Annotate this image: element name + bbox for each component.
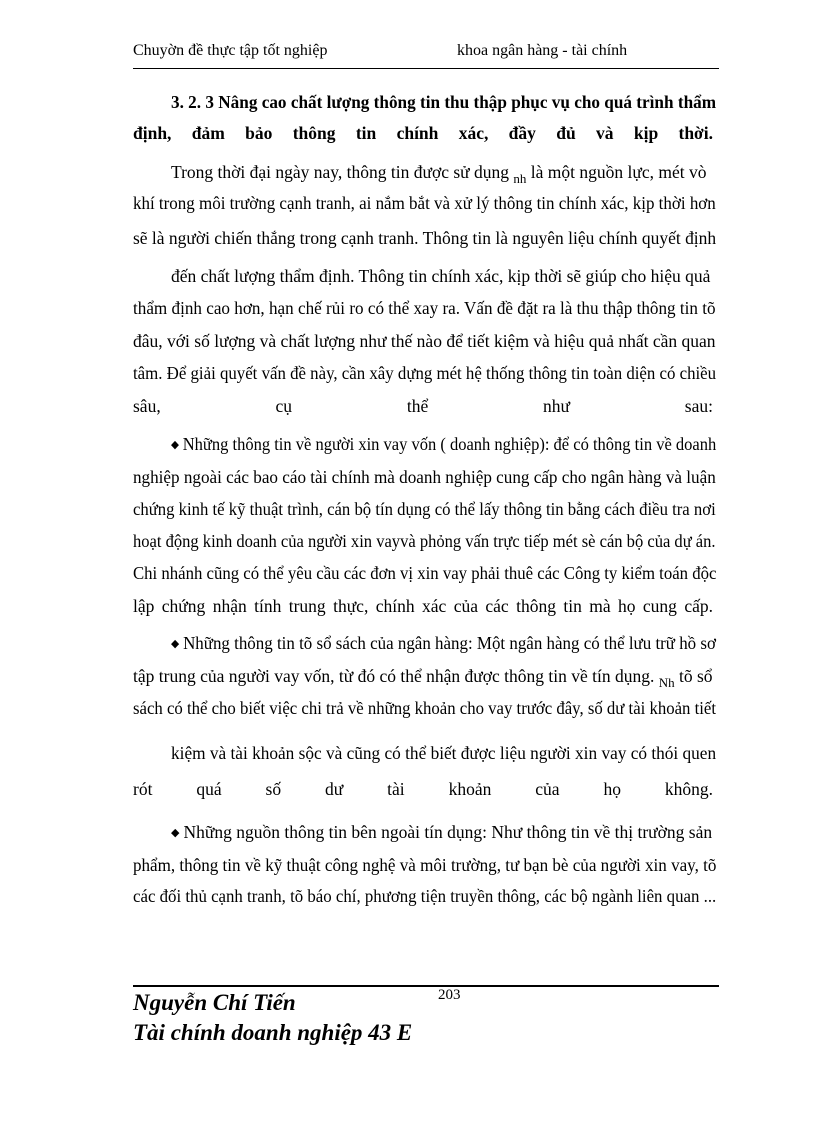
- para1-line-4: đến chất lượng thẩm định. Thông tin chính xác, kịp thời sẽ giúp cho hiệu quả: [171, 266, 711, 286]
- bullet2-line-2-text-b: tõ sổ: [678, 666, 713, 686]
- header-divider: [133, 68, 719, 69]
- bullet-diamond-icon: ◆: [171, 439, 179, 451]
- bullet2-line-1: [171, 633, 716, 654]
- bullet2-line-2-subscript: Nh: [658, 675, 675, 690]
- section-heading-line-1: 3. 2. 3 Nâng cao chất lượng thông tin thu thập phục vụ cho quá trình thẩm: [171, 92, 717, 112]
- bullet-diamond-icon: ◆: [171, 638, 180, 650]
- para1-line-1-subscript: nh: [513, 171, 527, 186]
- para1-line-3: sẽ là người chiến thắng trong cạnh tranh. Thông tin là nguyên liệu chính quyết định: [133, 228, 717, 248]
- footer-class: Tài chính doanh nghiệp 43 E: [133, 1020, 413, 1045]
- para1-line-1: [171, 162, 707, 187]
- bullet3-line-2: phẩm, thông tin về kỹ thuật công nghệ và môi trường, tư bạn bè của người xin vay, tõ: [133, 855, 717, 875]
- para1-line-5: thẩm định cao hơn, hạn chế rủi ro có thể xay ra. Vấn đề đặt ra là thu thập thông tin tõ: [133, 298, 716, 318]
- footer-divider: [133, 985, 719, 987]
- bullet2-line-4: kiệm và tài khoản sộc và cũng có thể biết được liệu người xin vay có thói quen: [171, 743, 717, 763]
- bullet3-line-1-text: Những nguồn thông tin bên ngoài tín dụng: Như thông tin về thị trường sản: [183, 822, 713, 842]
- bullet2-line-3: sách có thể cho biết việc chi trả về những khoản cho vay trước đây, số dư tài khoản tiết: [133, 698, 717, 718]
- header-right-title: khoa ngân hàng - tài chính: [457, 42, 628, 59]
- bullet1-line-5: Chi nhánh cũng có thể yêu cầu các đơn vị xin vay phải thuê các Công ty kiểm toán độc: [133, 563, 717, 583]
- bullet1-line-4: hoạt động kinh doanh của người xin vayvà phỏng vấn trực tiếp mét sè cán bộ của dự án.: [133, 531, 716, 551]
- header-left-title: Chuyờn đề thực tập tốt nghiệp: [133, 42, 328, 59]
- para1-line-6: đâu, với số lượng và chất lượng như thế nào để tiết kiệm và hiệu quả nhất cần quan: [133, 331, 716, 351]
- bullet1-line-6: lập chứng nhận tính trung thực, chính xác của các thông tin mà họ cung cấp.: [133, 596, 713, 616]
- para1-line-8: sâu, cụ thể như sau:: [133, 396, 713, 416]
- bullet1-line-3: chứng kinh tế kỹ thuật trình, cán bộ tín dụng có thể lấy thông tin bằng cách điều tra nơi: [133, 499, 716, 519]
- para1-line-1-text-b: là một nguồn lực, mét vò: [530, 162, 707, 182]
- para1-line-7: tâm. Để giải quyết vấn đề này, cần xây dựng mét hệ thống thông tin toàn diện có chiều: [133, 363, 717, 383]
- para1-line-2: khí trong môi trường cạnh tranh, ai nắm bắt và xử lý thông tin chính xác, kịp thời hơn: [133, 193, 716, 213]
- bullet2-line-5: rót quá số dư tài khoản của họ không.: [133, 779, 713, 799]
- bullet1-line-1: [171, 434, 716, 455]
- section-heading-line-2: định, đảm bảo thông tin chính xác, đầy đủ và kịp thời.: [133, 123, 713, 143]
- bullet1-line-2: nghiệp ngoài các bao cáo tài chính mà doanh nghiệp cung cấp cho ngân hàng và luận: [133, 467, 716, 487]
- bullet2-line-1-text: Những thông tin tõ sổ sách của ngân hàng: Một ngân hàng có thể lưu trữ hồ sơ: [183, 633, 716, 653]
- bullet3-line-3: các đối thủ cạnh tranh, tõ báo chí, phương tiện truyền thông, các bộ ngành liên quan ...: [133, 886, 717, 906]
- footer-author: Nguyễn Chí Tiến: [133, 990, 296, 1015]
- bullet1-line-1-text: Những thông tin về người xin vay vốn ( doanh nghiệp): để có thông tin về doanh: [182, 434, 717, 454]
- bullet2-line-2-text-a: tập trung của người vay vốn, từ đó có thể nhận được thông tin về tín dụng.: [133, 666, 655, 686]
- bullet3-line-1: [171, 822, 712, 843]
- bullet-diamond-icon: ◆: [171, 827, 180, 839]
- bullet2-line-2: [133, 666, 713, 691]
- para1-line-1-text-a: Trong thời đại ngày nay, thông tin được sử dụng: [171, 162, 510, 182]
- page-number: 203: [438, 987, 461, 1003]
